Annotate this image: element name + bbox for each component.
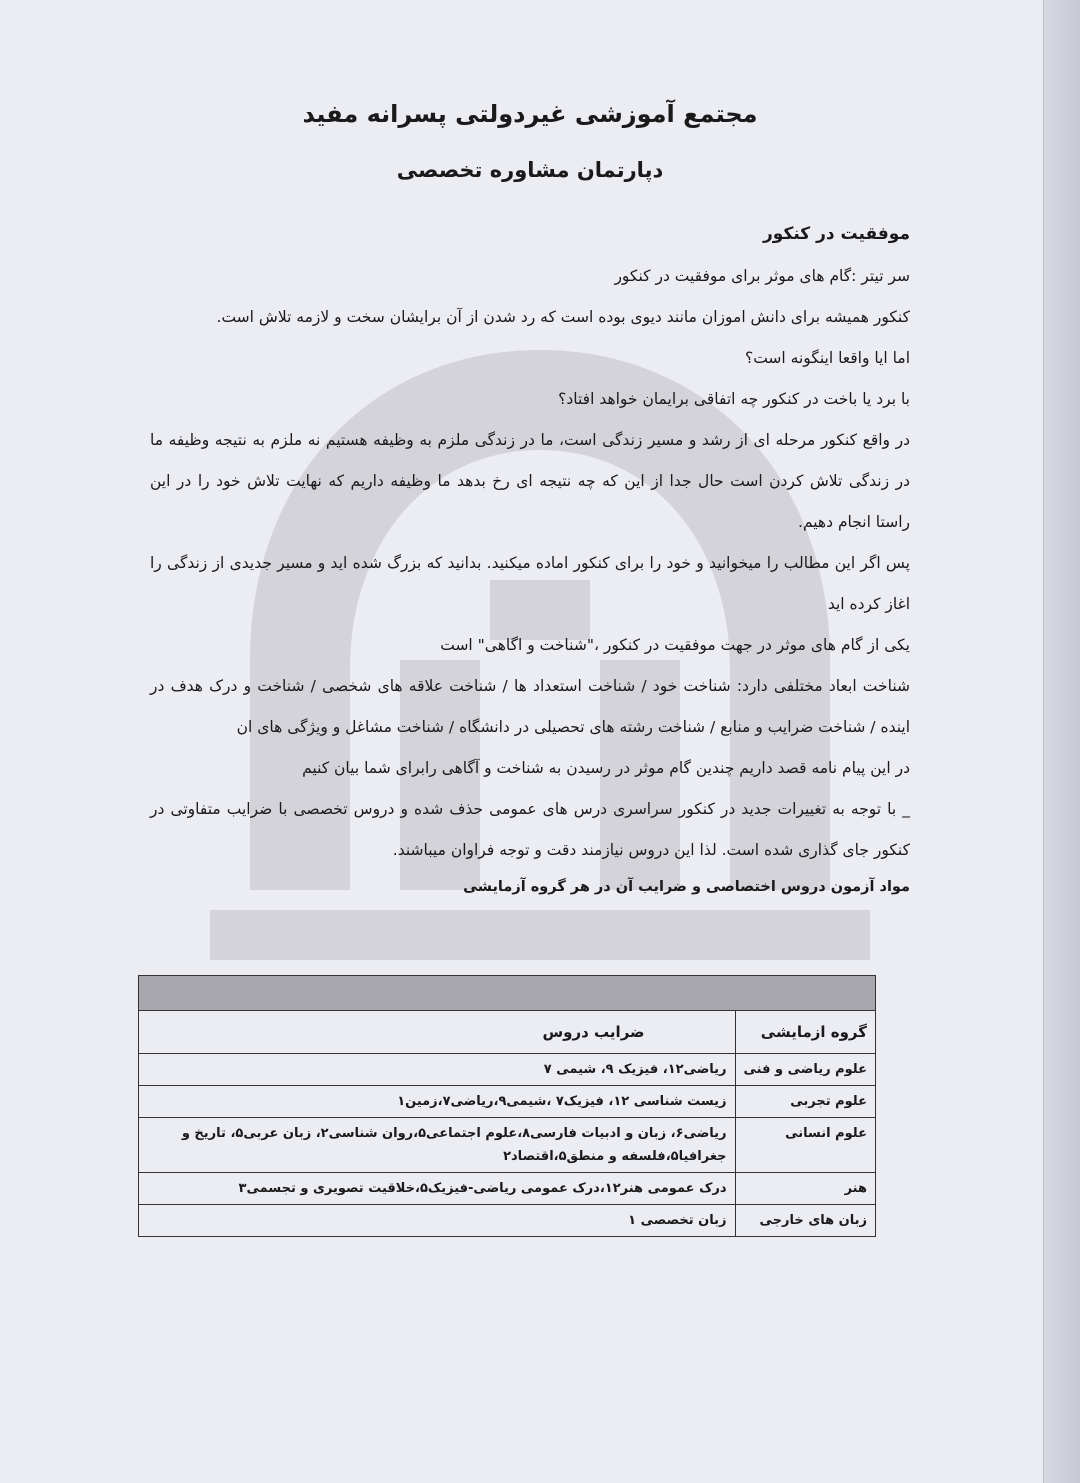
paragraph: پس اگر این مطالب را میخوانید و خود را برای کنکور اماده میکنید. بدانید که بزرگ شده اید و مسیر جدیدی از زندگی را اغاز کرده اید (150, 554, 910, 613)
cell-group: علوم انسانی (735, 1118, 875, 1173)
paragraph: کنکور همیشه برای دانش اموزان مانند دیوی بوده است که رد شدن از آن برایشان سخت و لازمه تلاش است. (216, 308, 910, 326)
document-title: مجتمع آموزشی غیردولتی پسرانه مفید (302, 100, 758, 128)
table-row (139, 1054, 876, 1086)
coefficients-table (138, 975, 876, 1237)
paragraph: سر تیتر :گام های موثر برای موفقیت در کنکور (614, 267, 910, 285)
table-row (139, 1173, 876, 1205)
paragraph: _ با توجه به تغییرات جدید در کنکور سراسری درس های عمومی حذف شده و دروس تخصصی با ضرایب متفاوتی در کنکور جای گذاری شده است. لذا این دروس نیازمند دقت و توجه فراوان میباشند. (150, 800, 910, 859)
paragraph: اما ایا واقعا اینگونه است؟ (744, 349, 910, 367)
paragraph: یکی از گام های موثر در جهت موفقیت در کنکور ،"شناخت و اگاهی" است (440, 636, 910, 654)
table-header-row (139, 1011, 876, 1054)
paragraph: در این پیام نامه قصد داریم چندین گام موثر در رسیدن به شناخت و آگاهی رابرای شما بیان کنیم (302, 759, 910, 777)
cell-group: زبان های خارجی (735, 1205, 875, 1237)
document-subtitle: دپارتمان مشاوره تخصصی (396, 158, 664, 182)
cell-coefficients: ریاضی۶، زبان و ادبیات فارسی۸،علوم اجتماعی۵،روان شناسی۲، زبان عربی۵، تاریخ و جغرافیا۵،فلسفه و منطق۵،اقتصاد۲ (139, 1118, 736, 1173)
table-title: مواد آزمون دروس اختصاصی و ضرایب آن در هر گروه آزمایشی (463, 879, 910, 895)
table-row (139, 1086, 876, 1118)
table-row (139, 1118, 876, 1173)
cell-group: علوم ریاضی و فنی (735, 1054, 875, 1086)
cell-group: علوم تجربی (735, 1086, 875, 1118)
paragraph: شناخت ابعاد مختلفی دارد: شناخت خود / شناخت استعداد ها / شناخت علاقه های شخصی / شناخت و درک هدف در اینده / شناخت ضرایب و منابع / شناخت رشته های تحصیلی در دانشگاه / شناخت مشاغل و ویژگی های ان (150, 677, 910, 736)
document-body (150, 100, 910, 895)
table-row (139, 1205, 876, 1237)
cell-coefficients: درک عمومی هنر۱۲،درک عمومی ریاضی-فیزیک۵،خلاقیت تصویری و تجسمی۳ (139, 1173, 736, 1205)
cell-coefficients: زیست شناسی ۱۲، فیزیک۷ ،شیمی۹،ریاضی۷،زمین۱ (139, 1086, 736, 1118)
section-title: موفقیت در کنکور (763, 224, 910, 244)
column-header-group: گروه ازمایشی (735, 1011, 875, 1054)
page-edge (1043, 0, 1080, 1483)
table-header-band (139, 976, 876, 1011)
paragraph: در واقع کنکور مرحله ای از رشد و مسیر زندگی است، ما در زندگی ملزم به وظیفه هستیم نه ملزم به نتیجه وظیفه ما در زندگی تلاش کردن است حال جدا از این که چه نتیجه ای رخ بدهد ما وظیفه داریم که نهایت تلاش خود را در این راستا انجام دهیم. (150, 431, 910, 531)
column-header-coefficients: ضرایب دروس (139, 1011, 736, 1054)
paragraph: با برد یا باخت در کنکور چه اتفاقی برایمان خواهد افتاد؟ (558, 390, 910, 408)
cell-coefficients: زبان تخصصی ۱ (139, 1205, 736, 1237)
cell-coefficients: ریاضی۱۲، فیزیک ۹، شیمی ۷ (139, 1054, 736, 1086)
cell-group: هنر (735, 1173, 875, 1205)
